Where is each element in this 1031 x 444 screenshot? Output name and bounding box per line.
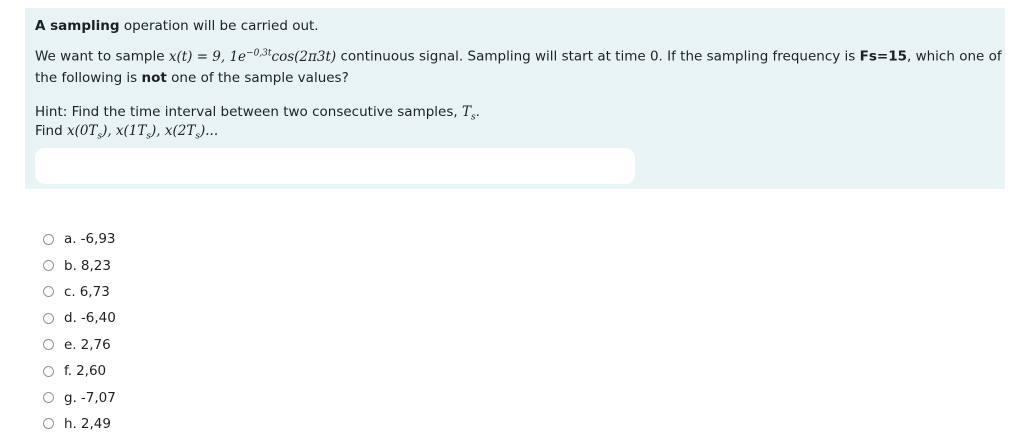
signal-formula (169, 49, 336, 65)
option-letter: b. (64, 257, 77, 274)
ts-sub: s (471, 112, 476, 123)
option-value: 8,23 (80, 257, 111, 274)
hint-b: . (475, 104, 480, 120)
formula-lhs: x(t) = 9, 1e (168, 48, 247, 65)
intro-bold: A sampling (35, 18, 120, 34)
p2-a: the following is (35, 70, 142, 86)
question-intro (35, 18, 319, 34)
answer-option-e[interactable] (43, 332, 116, 358)
p1-a: We want to sample (35, 48, 169, 65)
find-a: Find (35, 123, 67, 139)
answer-option-g[interactable] (43, 384, 116, 410)
question-line-1 (35, 48, 1002, 65)
answer-option-h[interactable] (43, 411, 116, 437)
redacted-area (35, 148, 635, 184)
option-letter: d. (64, 310, 77, 327)
find-line (35, 123, 218, 142)
radio-icon[interactable] (43, 366, 54, 377)
find-1: x(0T (66, 123, 98, 139)
find-2: ), x(1T (102, 123, 147, 139)
radio-icon[interactable] (43, 286, 54, 297)
ts-letter: T (461, 104, 471, 120)
option-letter: e. (64, 336, 77, 353)
intro-rest: operation will be carried out. (119, 18, 319, 34)
question-text-box (25, 8, 1005, 189)
hint-line (35, 104, 480, 123)
radio-icon[interactable] (43, 418, 54, 429)
ts-symbol (461, 104, 476, 123)
answer-option-a[interactable] (43, 226, 116, 252)
answer-option-d[interactable] (43, 305, 116, 331)
option-value: 6,73 (79, 283, 110, 300)
radio-icon[interactable] (43, 234, 54, 245)
p1-b: continuous signal. Sampling will start at time 0. If the sampling frequency is (336, 48, 860, 65)
find-3: ), x(2T (151, 123, 196, 139)
answer-option-f[interactable] (43, 358, 116, 384)
formula-rhs: cos(2π3t) (271, 48, 337, 65)
p1-fs: Fs=15 (859, 48, 907, 65)
option-letter: f. (64, 363, 73, 380)
p1-c: , which one of (907, 48, 1002, 65)
option-value: -6,40 (80, 310, 116, 327)
option-letter: g. (64, 389, 77, 406)
find-4: )... (199, 123, 219, 139)
p2-bold: not (141, 70, 167, 86)
option-value: 2,60 (76, 363, 107, 380)
question-line-2 (35, 70, 349, 86)
find-sub-1: s (97, 131, 103, 142)
answer-option-c[interactable] (43, 279, 116, 305)
answer-option-b[interactable] (43, 252, 116, 278)
option-value: -6,93 (80, 231, 116, 248)
radio-icon[interactable] (43, 339, 54, 350)
find-sub-3: s (195, 131, 200, 142)
formula-exp: −0,3t (246, 48, 272, 58)
option-letter: a. (64, 231, 77, 248)
radio-icon[interactable] (43, 313, 54, 324)
p2-b: one of the sample values? (166, 70, 349, 86)
find-formula (66, 123, 219, 142)
option-value: -7,07 (80, 389, 116, 406)
option-letter: h. (64, 415, 77, 432)
option-letter: c. (64, 283, 76, 300)
option-value: 2,49 (80, 415, 111, 432)
find-sub-2: s (146, 131, 152, 142)
radio-icon[interactable] (43, 392, 54, 403)
answer-options (43, 226, 116, 437)
hint-a: Hint: Find the time interval between two consecutive samples, (35, 104, 462, 120)
radio-icon[interactable] (43, 260, 54, 271)
option-value: 2,76 (80, 336, 111, 353)
